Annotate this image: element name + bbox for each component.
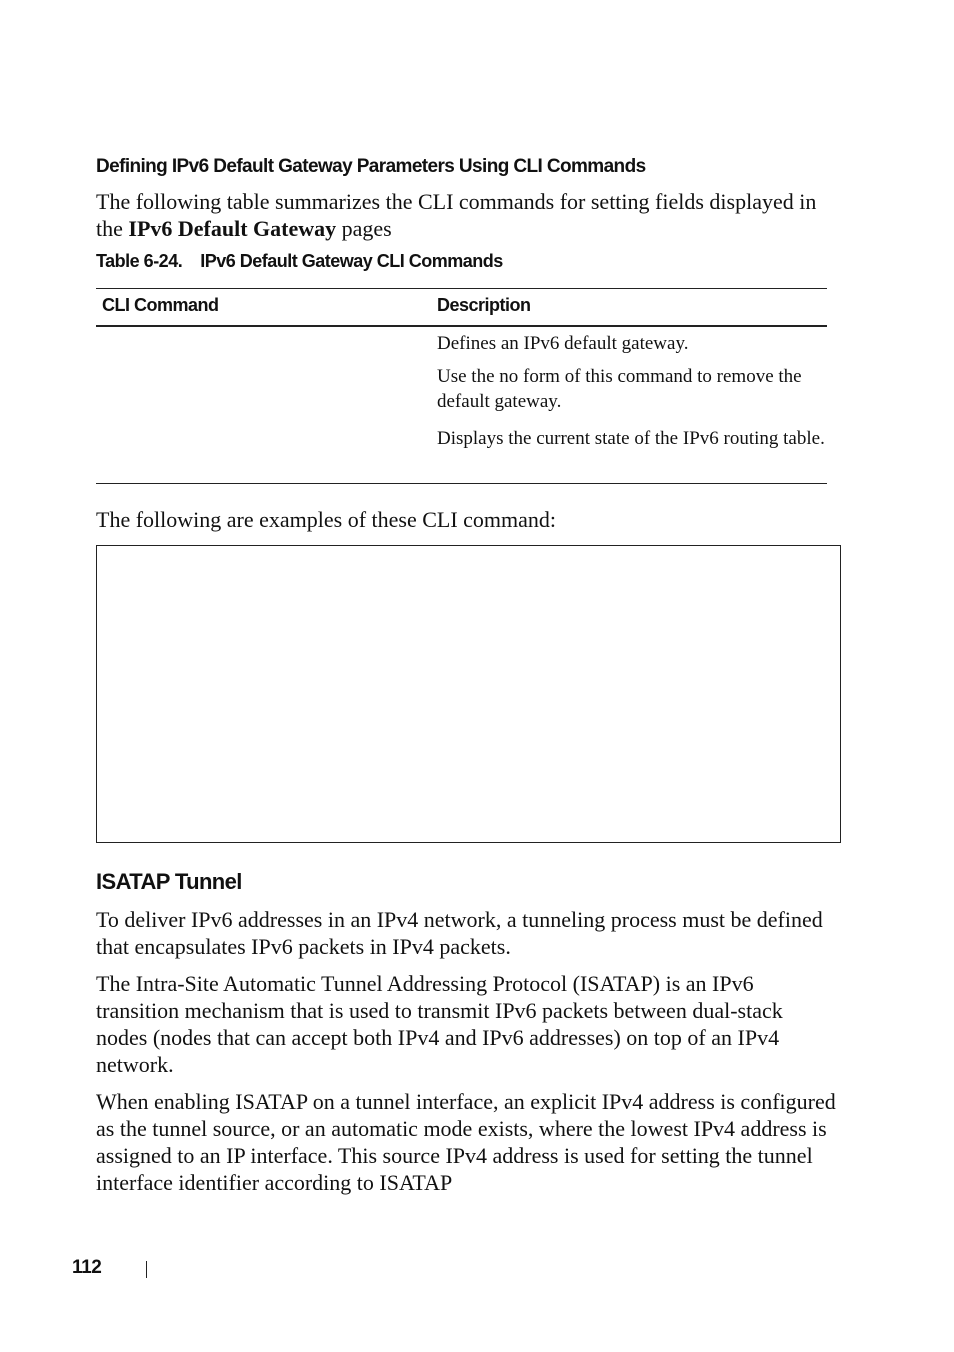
table-caption xyxy=(96,251,503,272)
example-code xyxy=(97,546,840,562)
isatap-paragraph-2: The Intra-Site Automatic Tunnel Addressing Protocol (ISATAP) is an IPv6 transition mechanism that is used to transmit IPv6 packets between dual-stack nodes (nodes that can accept both IPv4 and IPv6 addresses) on top of an IPv4 network. xyxy=(96,971,783,1077)
intro-paragraph xyxy=(96,188,836,242)
example-code-box xyxy=(96,545,841,843)
table-body xyxy=(96,327,827,483)
table-caption-number: Table 6-24. xyxy=(96,251,183,271)
intro-text-end: pages xyxy=(336,216,392,241)
isatap-paragraph-1: To deliver IPv6 addresses in an IPv4 network, a tunneling process must be defined that encapsulates IPv6 packets in IPv4 packets. xyxy=(96,907,823,959)
intro-bold-term: IPv6 Default Gateway xyxy=(128,216,337,241)
table-row-3-description: Displays the current state of the IPv6 routing table. xyxy=(437,428,825,449)
table-row-1-description: Defines an IPv6 default gateway. xyxy=(437,333,689,354)
cli-commands-table xyxy=(96,288,827,484)
isatap-heading: ISATAP Tunnel xyxy=(96,869,242,894)
table-caption-title: IPv6 Default Gateway CLI Commands xyxy=(200,251,503,271)
footer-divider xyxy=(146,1261,147,1278)
isatap-paragraph-3: When enabling ISATAP on a tunnel interface, an explicit IPv4 address is configured as the tunnel source, or an automatic mode exists, where the lowest IPv4 address is assigned to an IP interface. This source IPv4 address is used for setting the tunnel interface identifier according to ISATAP xyxy=(96,1089,836,1195)
header-cli-command: CLI Command xyxy=(102,295,219,315)
header-description: Description xyxy=(437,295,531,315)
examples-intro: The following are examples of these CLI command: xyxy=(96,507,557,532)
table-header-row xyxy=(96,289,827,327)
intro-text-start: The following table summarizes the CLI commands for setting fields displayed in the xyxy=(96,189,817,241)
section-heading: Defining IPv6 Default Gateway Parameters Using CLI Commands xyxy=(96,156,646,177)
page-number: 112 xyxy=(72,1257,102,1278)
table-row-2-description: Use the no form of this command to remove the default gateway. xyxy=(437,366,802,412)
